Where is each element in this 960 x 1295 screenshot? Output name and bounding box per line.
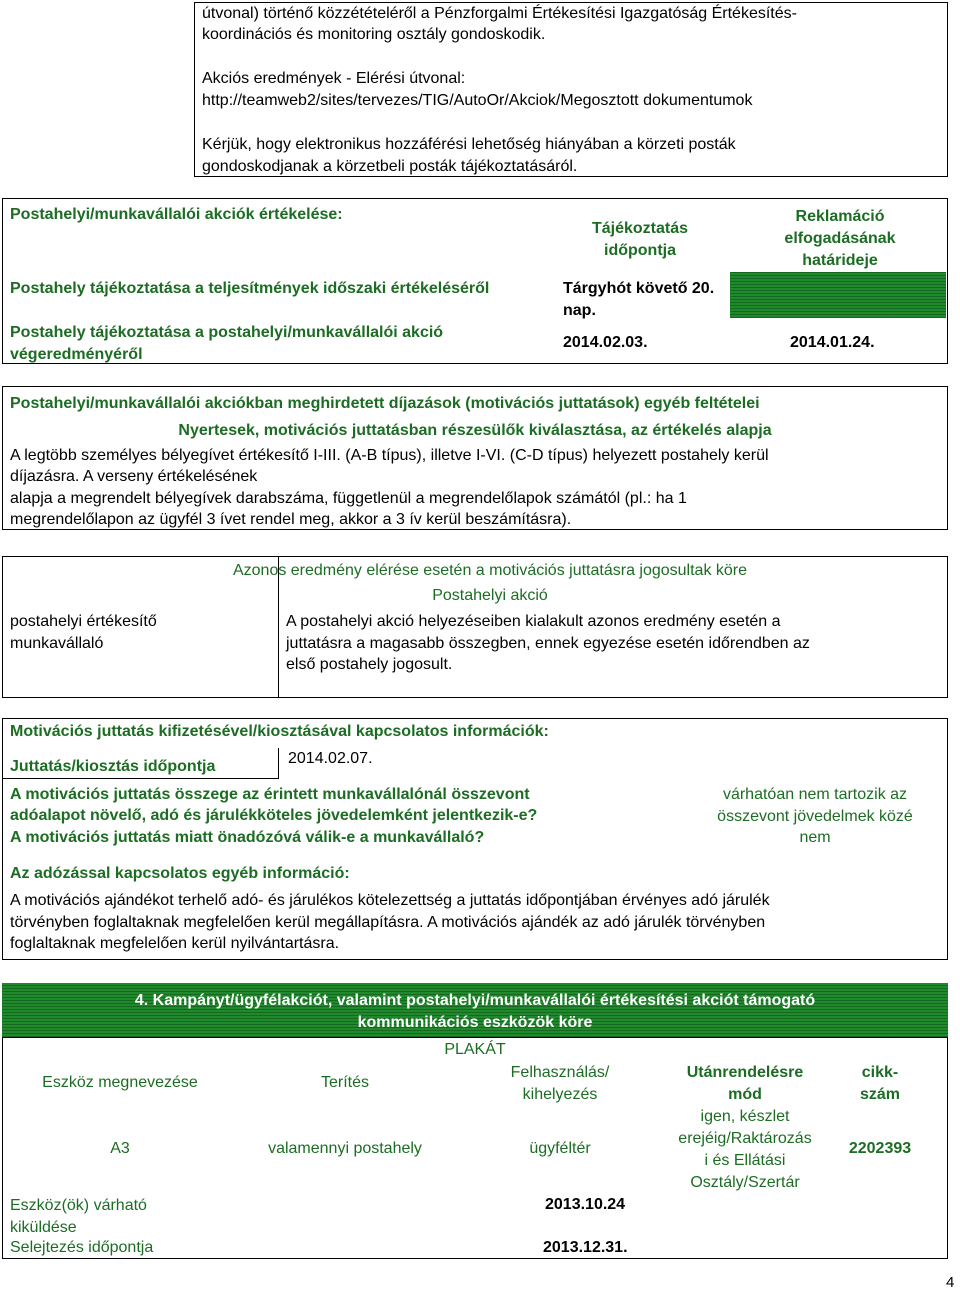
section4-title	[2, 990, 948, 1034]
equal-left-2: munkavállaló	[10, 635, 104, 652]
col-info-time	[555, 218, 725, 262]
results-label: Akciós eredmények - Elérési útvonal:	[202, 70, 466, 87]
prizes-subtitle: Nyertesek, motivációs juttatásban részesülők kiválasztása, az értékelés alapja	[178, 422, 772, 439]
row1-value: Tárgyhót követő 20. nap.	[563, 280, 715, 319]
row-reorder-line-2: erejéig/Raktározás	[678, 1130, 812, 1147]
equal-title: Azonos eredmény elérése esetén a motivációs juttatásra jogosultak köre	[232, 562, 748, 579]
prizes-text-2: díjazásra. A verseny értékelésének	[10, 468, 258, 485]
header-reorder	[660, 1062, 830, 1106]
section4-title-line-1: 4. Kampányt/ügyfélakciót, valamint postahelyi/munkavállalói értékesítési akciót támogató	[134, 992, 816, 1009]
header-coverage: Terítés	[320, 1074, 369, 1091]
header-code-line-2: szám	[859, 1086, 901, 1103]
prizes-title: Postahelyi/munkavállalói akciókban meghirdetett díjazások (motivációs juttatások) egyéb feltételei	[10, 395, 760, 412]
row1-label: Postahely tájékoztatása a teljesítmények időszaki értékeléséről	[10, 280, 490, 297]
payout-date-divider	[278, 748, 279, 779]
row-name: A3	[110, 1140, 130, 1157]
header-usage-line-1: Felhasználás/	[510, 1064, 610, 1081]
answer-1	[690, 786, 940, 826]
prizes-text-1: A legtöbb személyes bélyegívet értékesítő I-III. (A-B típus), illetve I-VI. (C-D típus) helyezett postahely kerül	[10, 447, 769, 464]
discard-date: 2013.12.31.	[543, 1239, 628, 1256]
dispatch-label-line-2: kiküldése	[10, 1219, 77, 1236]
discard-label: Selejtezés időpontja	[10, 1239, 154, 1256]
header-code	[830, 1062, 930, 1106]
header-code-line-1: cikk-	[861, 1064, 899, 1081]
question-2: A motivációs juttatás miatt önadózóvá válik-e a munkavállaló?	[10, 829, 485, 846]
question-1-line-1: A motivációs juttatás összege az érintett munkavállalónál összevont	[10, 786, 530, 803]
col-complaint-text: Reklamáció elfogadásának határideje	[784, 208, 896, 269]
equal-right-1: A postahelyi akció helyezéseiben kialakult azonos eredmény esetén a	[286, 613, 781, 630]
dispatch-date: 2013.10.24	[545, 1196, 626, 1213]
tax-line-1: A motivációs ajándékot terhelő adó- és járulékos kötelezettség a juttatás időpontjában érvényes adó járulék	[10, 892, 770, 909]
header-reorder-line-2: mód	[728, 1086, 762, 1103]
header-name: Eszköz megnevezése	[42, 1074, 198, 1091]
equal-right-3: első postahely jogosult.	[286, 656, 453, 673]
request-line-2: gondoskodjanak a körzetbeli posták tájékoztatásáról.	[202, 158, 578, 175]
row2-info-date: 2014.02.03.	[563, 334, 648, 351]
equal-subtitle: Postahelyi akció	[432, 587, 548, 604]
row-code: 2202393	[848, 1140, 912, 1157]
results-path[interactable]: http://teamweb2/sites/tervezes/TIG/AutoOr/Akciok/Megosztott dokumentumok	[202, 92, 753, 109]
dispatch-label	[10, 1195, 147, 1239]
evaluation-title: Postahelyi/munkavállalói akciók értékelése:	[10, 206, 343, 223]
tax-line-3: foglaltaknak megfelelően kerül nyilvántartásra.	[10, 935, 340, 952]
payout-date-underline	[2, 778, 278, 779]
answer-1-line-1: várhatóan nem tartozik az	[722, 786, 908, 803]
col-info-time-text: Tájékoztatás időpontja	[591, 220, 689, 259]
equal-right-2: juttatásra a magasabb összegben, ennek egyezése esetén időrendben az	[286, 635, 810, 652]
answer-2: nem	[799, 829, 831, 846]
header-usage-line-2: kihelyezés	[522, 1086, 598, 1103]
payout-date-label: Juttatás/kiosztás időpontja	[10, 758, 216, 775]
header-reorder-line-1: Utánrendelésre	[686, 1064, 804, 1081]
tax-line-2: törvényben foglaltaknak megfelelően kerül megállapításra. A motivációs ajándék az adó járulék törvényben	[10, 914, 766, 931]
section4-title-line-2: kommunikációs eszközök köre	[357, 1014, 593, 1031]
request-line-1: Kérjük, hogy elektronikus hozzáférési lehetőség hiányában a körzeti posták	[202, 136, 736, 153]
row-reorder-line-1: igen, készlet	[700, 1108, 790, 1125]
payout-title: Motivációs juttatás kifizetésével/kiosztásával kapcsolatos információk:	[10, 723, 549, 740]
tax-title: Az adózással kapcsolatos egyéb információ:	[10, 865, 350, 882]
row-usage: ügyféltér	[529, 1140, 591, 1157]
plakat-label: PLAKÁT	[444, 1041, 506, 1058]
question-1-line-2: adóalapot növelő, adó és járulékköteles jövedelemként jelentkezik-e?	[10, 807, 538, 824]
row-reorder-line-4: Osztály/Szertár	[690, 1174, 800, 1191]
row-reorder-line-3: i és Ellátási	[704, 1152, 786, 1169]
row-reorder	[660, 1106, 830, 1194]
dispatch-label-line-1: Eszköz(ök) várható	[10, 1197, 147, 1214]
row2-label: Postahely tájékoztatása a postahelyi/munkavállalói akció végeredményéről	[10, 324, 444, 363]
answer-1-line-2: összevont jövedelmek közé	[717, 808, 913, 825]
col-complaint	[760, 206, 920, 272]
header-usage	[460, 1062, 660, 1106]
equal-left-1: postahelyi értékesítő	[10, 613, 157, 630]
page-number: 4	[946, 1274, 955, 1291]
prizes-text-4: megrendelőlapon az ügyfél 3 ívet rendel meg, akkor a 3 ív kerül beszámításra).	[10, 511, 572, 528]
complaint-shaded-cell	[730, 272, 946, 318]
row-coverage: valamennyi postahely	[268, 1140, 422, 1157]
top-line-2: koordinációs és monitoring osztály gondoskodik.	[202, 26, 546, 43]
payout-date-value: 2014.02.07.	[288, 750, 373, 767]
prizes-text-3: alapja a megrendelt bélyegívek darabszáma, függetlenül a megrendelőlapok számától (pl.: ha 1	[10, 490, 687, 507]
top-line-1: útvonal) történő közzétételéről a Pénzforgalmi Értékesítési Igazgatóság Értékesítés-	[202, 5, 797, 22]
row2-complaint-date: 2014.01.24.	[790, 334, 875, 351]
